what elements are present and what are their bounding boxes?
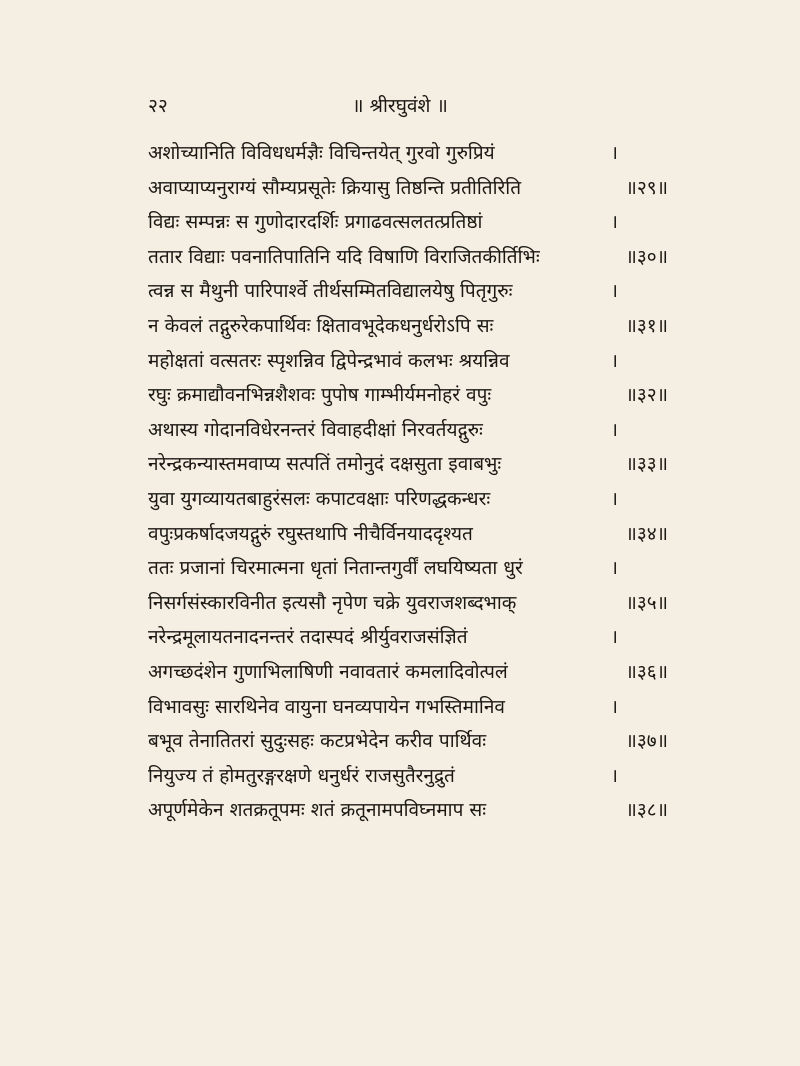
verse-mark: । xyxy=(610,142,618,164)
verse-text: अवाप्याप्यनुराग्यं सौम्यप्रसूतेः क्रियासु तिष्ठन्ति प्रतीतिरिति xyxy=(148,176,522,199)
verse-text: विद्यः सम्पन्नः स गुणोदारदर्शिः प्रगाढवत्सलतत्प्रतिष्ठां xyxy=(148,211,483,234)
verse-text: नियुज्य तं होमतुरङ्गरक्षणे धनुर्धरं राजसुतैरनुद्रुतं xyxy=(148,764,455,787)
verse-line xyxy=(148,308,668,343)
page-number: २२ xyxy=(148,95,168,117)
verse-text: नरेन्द्रकन्यास्तमवाप्य सत्पतिं तमोनुदं दक्षसुता इवाबभुः xyxy=(148,453,502,476)
verse-number: ॥३३॥ xyxy=(625,453,668,476)
verse-mark: । xyxy=(610,349,618,372)
verse-text: अगच्छदंशेन गुणाभिलाषिणी नवावतारं कमलादिवोत्पलं xyxy=(148,660,508,683)
verse-text: महोक्षतां वत्सतरः स्पृशन्निव द्विपेन्द्रभावं कलभः श्रयन्निव xyxy=(148,349,510,372)
verse-line xyxy=(148,723,668,758)
verse-text: बभूव तेनातितरां सुदुःसहः कटप्रभेदेन करीव पार्थिवः xyxy=(148,730,487,753)
verse-text: अथास्य गोदानविधेरनन्तरं विवाहदीक्षां निरवर्तयद्गुरुः xyxy=(148,418,483,441)
verse-mark: । xyxy=(610,764,618,787)
verse-number: ॥३६॥ xyxy=(625,660,668,683)
verse-text: न केवलं तद्गुरुरेकपार्थिवः क्षितावभूदेकधनुर्धरोऽपि सः xyxy=(148,314,494,337)
verse-text: नरेन्द्रमूलायतनादनन्तरं तदास्पदं श्रीर्युवराजसंज्ञितं xyxy=(148,626,468,649)
verse-number: ॥३७॥ xyxy=(625,730,668,753)
verse-mark: । xyxy=(610,418,618,441)
verse-line xyxy=(148,204,668,239)
running-title: ॥ श्रीरघुवंशे ॥ xyxy=(352,95,448,117)
verse-line xyxy=(148,654,668,689)
verse-text: ततार विद्याः पवनातिपातिनि यदि विषाणि विराजितकीर्तिभिः xyxy=(148,245,540,268)
verse-number: ॥३०॥ xyxy=(625,245,668,268)
verse-line xyxy=(148,550,668,585)
verse-text: वपुःप्रकर्षादजयद्गुरुं रघुस्तथापि नीचैर्विनयाददृश्यत xyxy=(148,522,473,545)
verse-line xyxy=(148,792,668,827)
verse-line xyxy=(148,516,668,551)
verse-line xyxy=(148,689,668,724)
verse-line xyxy=(148,481,668,516)
verse-mark: । xyxy=(610,487,618,510)
verse-line xyxy=(148,343,668,378)
verse-line xyxy=(148,758,668,793)
verse-mark: । xyxy=(610,695,618,718)
verse-number: ॥३४॥ xyxy=(625,522,668,545)
verse-line xyxy=(148,273,668,308)
verse-line xyxy=(148,239,668,274)
verse-text: अशोच्यानिति विविधधर्मज्ञैः विचिन्तयेत् गुरवो गुरुप्रियं xyxy=(148,142,495,164)
verse-line xyxy=(148,585,668,620)
verse-number: ॥३८॥ xyxy=(625,799,668,822)
verse-line xyxy=(148,135,668,170)
verse-text: रघुः क्रमाद्यौवनभिन्नशैशवः पुपोष गाम्भीर्यमनोहरं वपुः xyxy=(148,384,492,407)
verse-number: ॥३२॥ xyxy=(625,384,668,407)
verse-line xyxy=(148,377,668,412)
verse-text: निसर्गसंस्कारविनीत इत्यसौ नृपेण चक्रे युवराजशब्दभाक् xyxy=(148,591,517,614)
verse-line xyxy=(148,412,668,447)
verse-mark: । xyxy=(610,280,618,303)
verse-line xyxy=(148,446,668,481)
verse-text: अपूर्णमेकेन शतक्रतूपमः शतं क्रतूनामपविघ्नमाप सः xyxy=(148,799,487,822)
verse-line xyxy=(148,170,668,205)
verse-number: ॥३५॥ xyxy=(625,591,668,614)
verse-number: ॥२९॥ xyxy=(625,176,668,199)
verse-mark: । xyxy=(610,211,618,234)
verse-text: युवा युगव्यायतबाहुरंसलः कपाटवक्षाः परिणद्धकन्धरः xyxy=(148,487,491,510)
verse-line xyxy=(148,619,668,654)
verse-mark: । xyxy=(610,557,618,580)
verse-text: ततः प्रजानां चिरमात्मना धृतां नितान्तगुर्वीं लघयिष्यता धुरं xyxy=(148,557,523,580)
verse-block xyxy=(148,135,668,827)
verse-text: त्वन्न स मैथुनी पारिपार्श्वे तीर्थसम्मितविद्यालयेषु पितृगुरुः xyxy=(148,280,513,303)
page-header xyxy=(120,92,680,122)
verse-mark: । xyxy=(610,626,618,649)
verse-text: विभावसुः सारथिनेव वायुना घनव्यपायेन गभस्तिमानिव xyxy=(148,695,505,718)
verse-number: ॥३१॥ xyxy=(625,314,668,337)
